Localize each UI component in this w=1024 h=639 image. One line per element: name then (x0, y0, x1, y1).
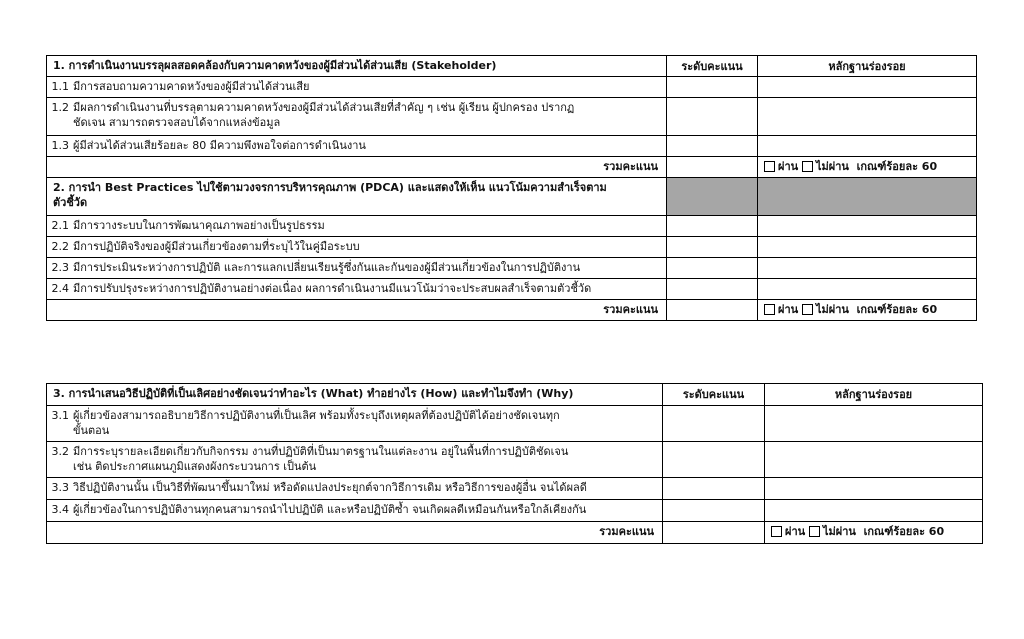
evidence-cell[interactable] (765, 442, 983, 478)
pass-checkbox[interactable] (771, 526, 782, 537)
item-1-2: 1.2 มีผลการดำเนินงานที่บรรลุตามความคาดหวังของผู้มีส่วนได้ส่วนเสียที่สำคัญ ๆ เช่น ผู้เรียน ผู้ปกครอง ปรากฏ ชัดเจน สามารถตรวจสอบได้จากแหล่งข้อมูล (47, 98, 667, 136)
table-row (47, 77, 977, 98)
total-label: รวมคะแนน (47, 157, 667, 178)
fail-checkbox[interactable] (809, 526, 820, 537)
item-3-2: 3.2 มีการระบุรายละเอียดเกี่ยวกับกิจกรรม งานที่ปฏิบัติที่เป็นมาตรฐานในแต่ละงาน อยู่ในพื้นที่การปฏิบัติชัดเจน เช่น ติดประกาศแผนภูมิแสดงผังกระบวนการ เป็นต้น (47, 442, 663, 478)
fail-checkbox[interactable] (802, 161, 813, 172)
score-cell[interactable] (663, 442, 765, 478)
evidence-cell[interactable] (758, 98, 977, 136)
score-cell[interactable] (667, 77, 758, 98)
table-row (47, 136, 977, 157)
section2-header-row (47, 178, 977, 216)
score-cell[interactable] (667, 157, 758, 178)
item-1-3: 1.3 ผู้มีส่วนได้ส่วนเสียร้อยละ 80 มีความพึงพอใจต่อการดำเนินงาน (47, 136, 667, 157)
score-cell[interactable] (667, 136, 758, 157)
score-level-header: ระดับคะแนน (663, 384, 765, 406)
fail-checkbox[interactable] (802, 304, 813, 315)
evidence-header: หลักฐานร่องรอย (765, 384, 983, 406)
section2-title: 2. การนำ Best Practices ไปใช้ตามวงจรการบริหารคุณภาพ (PDCA) และแสดงให้เห็น แนวโน้มความสำเร็จตาม ตัวชี้วัด (47, 178, 667, 216)
evidence-cell[interactable] (758, 77, 977, 98)
total-row (47, 157, 977, 178)
section1-header-row (47, 56, 977, 77)
evidence-cell[interactable] (758, 258, 977, 279)
evidence-cell[interactable] (765, 478, 983, 500)
shaded-cell (758, 178, 977, 216)
score-cell[interactable] (667, 216, 758, 237)
shaded-cell (667, 178, 758, 216)
score-cell[interactable] (663, 500, 765, 522)
item-2-4: 2.4 มีการปรับปรุงระหว่างการปฏิบัติงานอย่างต่อเนื่อง ผลการดำเนินงานมีแนวโน้มว่าจะประสบผลสำเร็จตามตัวชี้วัด (47, 279, 667, 300)
table-row (47, 442, 983, 478)
table-row (47, 258, 977, 279)
score-cell[interactable] (667, 237, 758, 258)
score-cell[interactable] (667, 300, 758, 321)
evaluation-table-1 (46, 55, 977, 321)
pass-criteria: ผ่าน ไม่ผ่าน เกณฑ์ร้อยละ 60 (758, 157, 977, 178)
item-2-1: 2.1 มีการวางระบบในการพัฒนาคุณภาพอย่างเป็นรูปธรรม (47, 216, 667, 237)
evidence-cell[interactable] (758, 279, 977, 300)
score-cell[interactable] (663, 522, 765, 544)
total-label: รวมคะแนน (47, 522, 663, 544)
pass-checkbox[interactable] (764, 304, 775, 315)
item-3-4: 3.4 ผู้เกี่ยวข้องในการปฏิบัติงานทุกคนสามารถนำไปปฏิบัติ และหรือปฏิบัติซ้ำ จนเกิดผลดีเหมือนกันหรือใกล้เคียงกัน (47, 500, 663, 522)
total-row (47, 300, 977, 321)
section1-title: 1. การดำเนินงานบรรลุผลสอดคล้องกับความคาดหวังของผู้มีส่วนได้ส่วนเสีย (Stakeholder) (47, 56, 667, 77)
section3-header-row (47, 384, 983, 406)
score-cell[interactable] (663, 406, 765, 442)
table-row (47, 406, 983, 442)
pass-criteria: ผ่าน ไม่ผ่าน เกณฑ์ร้อยละ 60 (758, 300, 977, 321)
evidence-cell[interactable] (765, 500, 983, 522)
item-3-3: 3.3 วิธีปฏิบัติงานนั้น เป็นวิธีที่พัฒนาขึ้นมาใหม่ หรือดัดแปลงประยุกต์จากวิธีการเดิม หรือวิธีการของผู้อื่น จนได้ผลดี (47, 478, 663, 500)
item-1-1: 1.1 มีการสอบถามความคาดหวังของผู้มีส่วนได้ส่วนเสีย (47, 77, 667, 98)
table-row (47, 216, 977, 237)
pass-checkbox[interactable] (764, 161, 775, 172)
evidence-header: หลักฐานร่องรอย (758, 56, 977, 77)
pass-criteria: ผ่าน ไม่ผ่าน เกณฑ์ร้อยละ 60 (765, 522, 983, 544)
table-row (47, 237, 977, 258)
table-row (47, 500, 983, 522)
section3-title: 3. การนำเสนอวิธีปฏิบัติที่เป็นเลิศอย่างชัดเจนว่าทำอะไร (What) ทำอย่างไร (How) และทำไมจึงทำ (Why) (47, 384, 663, 406)
score-cell[interactable] (667, 98, 758, 136)
item-2-3: 2.3 มีการประเมินระหว่างการปฏิบัติ และการแลกเปลี่ยนเรียนรู้ซึ่งกันและกันของผู้มีส่วนเกี่ยวข้องในการปฏิบัติงาน (47, 258, 667, 279)
score-cell[interactable] (663, 478, 765, 500)
score-cell[interactable] (667, 258, 758, 279)
evidence-cell[interactable] (758, 216, 977, 237)
evaluation-table-2 (46, 383, 983, 544)
evidence-cell[interactable] (765, 406, 983, 442)
evidence-cell[interactable] (758, 237, 977, 258)
item-3-1: 3.1 ผู้เกี่ยวข้องสามารถอธิบายวิธีการปฏิบัติงานที่เป็นเลิศ พร้อมทั้งระบุถึงเหตุผลที่ต้องปฏิบัติได้อย่างชัดเจนทุก ขั้นตอน (47, 406, 663, 442)
table-row (47, 279, 977, 300)
evidence-cell[interactable] (758, 136, 977, 157)
total-row (47, 522, 983, 544)
score-level-header: ระดับคะแนน (667, 56, 758, 77)
table-row (47, 478, 983, 500)
item-2-2: 2.2 มีการปฏิบัติจริงของผู้มีส่วนเกี่ยวข้องตามที่ระบุไว้ในคู่มือระบบ (47, 237, 667, 258)
score-cell[interactable] (667, 279, 758, 300)
table-row (47, 98, 977, 136)
total-label: รวมคะแนน (47, 300, 667, 321)
